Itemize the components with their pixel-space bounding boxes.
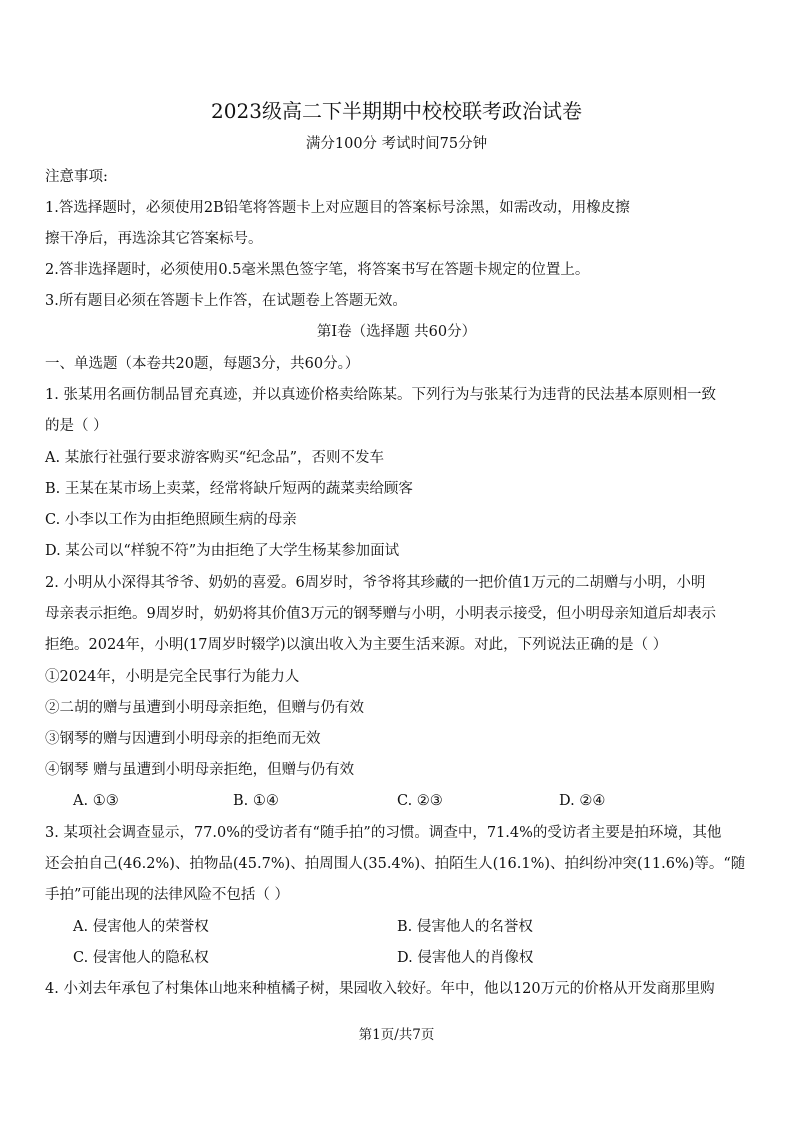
notice-heading: 注意事项: bbox=[45, 169, 108, 185]
question-3-stem-line-1: 3. 某项社会调查显示，77.0%的受访者有“随手拍”的习惯。调查中，71.4%的受访者主要是拍环境，其他 bbox=[45, 825, 722, 841]
question-2-stem-line-3: 拒绝。2024年，小明(17周岁时辍学)以演出收入为主要生活来源。对此，下列说法正确的是（ ） bbox=[45, 637, 668, 653]
question-1-option-a: A. 某旅行社强行要求游客购买“纪念品”，否则不发车 bbox=[45, 450, 385, 466]
page-footer: 第1页/共7页 bbox=[358, 1027, 435, 1043]
question-2-item-2: ②二胡的赠与虽遭到小明母亲拒绝，但赠与仍有效 bbox=[45, 700, 364, 716]
question-1-stem-line-1: 1. 张某用名画仿制品冒充真迹，并以真迹价格卖给陈某。下列行为与张某行为违背的民法基本原则相一致 bbox=[45, 387, 716, 403]
question-2-item-1: ①2024年，小明是完全民事行为能力人 bbox=[45, 669, 300, 685]
question-2-stem-line-2: 母亲表示拒绝。9周岁时，奶奶将其价值3万元的钢琴赠与小明，小明表示接受，但小明母亲知道后却表示 bbox=[45, 606, 716, 622]
question-1-option-b: B. 王某在某市场上卖菜，经常将缺斤短两的蔬菜卖给顾客 bbox=[45, 481, 413, 497]
question-2-item-4: ④钢琴 赠与虽遭到小明母亲拒绝，但赠与仍有效 bbox=[45, 762, 355, 778]
question-2-option-c: C. ②③ bbox=[397, 793, 443, 809]
question-3-option-c: C. 侵害他人的隐私权 bbox=[73, 950, 209, 966]
question-2-stem-line-1: 2. 小明从小深得其爷爷、奶奶的喜爱。6周岁时，爷爷将其珍藏的一把价值1万元的二胡赠与小明，小明 bbox=[45, 575, 706, 591]
question-1-stem-line-2: 的是（ ） bbox=[45, 418, 108, 434]
exam-subtitle: 满分100分 考试时间75分钟 bbox=[305, 136, 488, 152]
question-2-option-a: A. ①③ bbox=[73, 793, 119, 809]
question-1-option-c: C. 小李以工作为由拒绝照顾生病的母亲 bbox=[45, 512, 297, 528]
notice-item-1-line-2: 擦干净后，再选涂其它答案标号。 bbox=[45, 231, 263, 247]
part-title: 一、单选题（本卷共20题，每题3分，共60分。） bbox=[45, 356, 360, 372]
question-2-item-3: ③钢琴的赠与因遭到小明母亲的拒绝而无效 bbox=[45, 731, 321, 747]
question-3-option-d: D. 侵害他人的肖像权 bbox=[397, 950, 534, 966]
notice-item-1-line-1: 1.答选择题时，必须使用2B铅笔将答题卡上对应题目的答案标号涂黑，如需改动，用橡皮擦 bbox=[45, 200, 630, 216]
question-3-option-b: B. 侵害他人的名誉权 bbox=[397, 919, 533, 935]
question-3-stem-line-3: 手拍”可能出现的法律风险不包括（ ） bbox=[45, 887, 290, 903]
question-1-option-d: D. 某公司以“样貌不符”为由拒绝了大学生杨某参加面试 bbox=[45, 543, 400, 559]
notice-item-2: 2.答非选择题时，必须使用0.5毫米黑色签字笔，将答案书写在答题卡规定的位置上。 bbox=[45, 262, 590, 278]
question-4-stem-line-1: 4. 小刘去年承包了村集体山地来种植橘子树，果园收入较好。年中，他以120万元的价格从开发商那里购 bbox=[45, 981, 715, 997]
question-2-option-b: B. ①④ bbox=[233, 793, 279, 809]
exam-title: 2023级高二下半期期中校校联考政治试卷 bbox=[211, 99, 582, 123]
question-3-stem-line-2: 还会拍自己(46.2%)、拍物品(45.7%)、拍周围人(35.4%)、拍陌生人(16.1%)、拍纠纷冲突(11.6%)等。“随 bbox=[45, 856, 746, 872]
notice-item-3: 3.所有题目必须在答题卡上作答，在试题卷上答题无效。 bbox=[45, 293, 407, 309]
question-2-option-d: D. ②④ bbox=[559, 793, 606, 809]
question-3-option-a: A. 侵害他人的荣誉权 bbox=[73, 919, 209, 935]
volume-title: 第Ⅰ卷（选择题 共60分） bbox=[316, 324, 477, 340]
